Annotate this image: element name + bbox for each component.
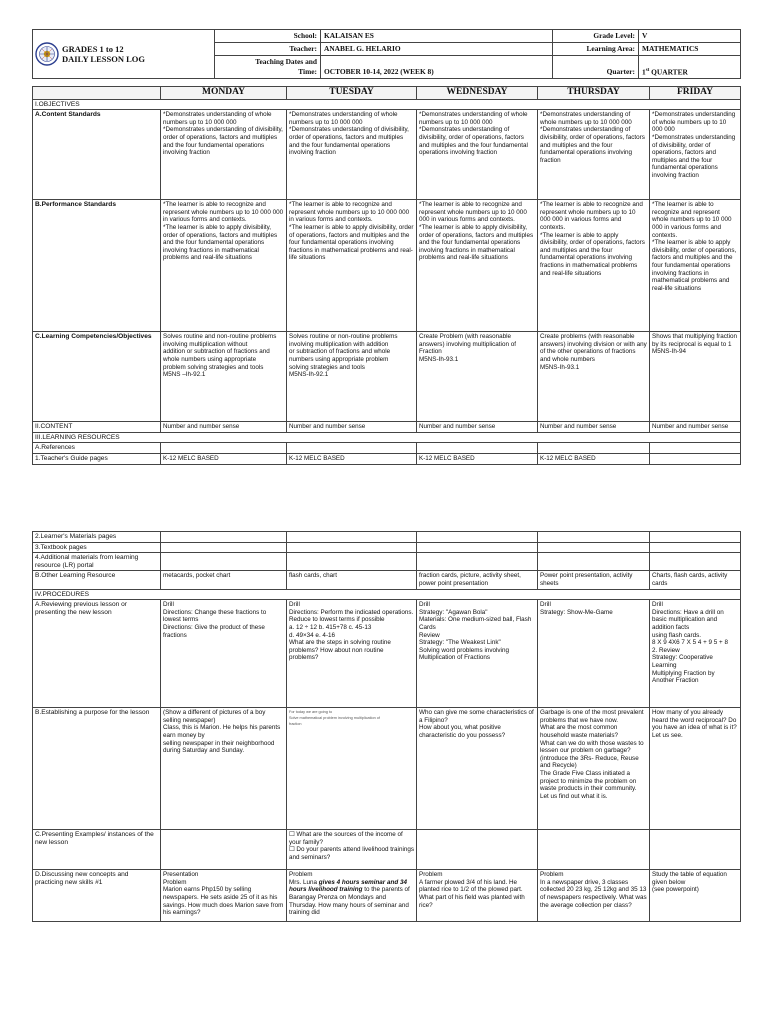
content-standards-tue: *Demonstrates understanding of whole numbers up to 10 000 000 *Demonstrates understanding of divisibility, order of operations, factors and multiples and the four fundamental operations involving fraction	[287, 110, 417, 200]
discussing-tue	[287, 870, 417, 922]
discussing-tue-a: Problem Mrs. Luna	[289, 871, 317, 886]
lesson-log-table-1	[32, 86, 741, 465]
teachers-guide-fri	[650, 453, 741, 464]
empty-cell	[161, 542, 287, 553]
discussing-mon: Presentation Problem Marion earns Php150 by selling newspapers. He sets aside 25 of it as his savings. How much does Marion save from his earnings?	[161, 870, 287, 922]
review-label: A.Reviewing previous lesson or presenting the new lesson	[33, 600, 161, 708]
references-row	[33, 443, 741, 454]
other-resource-mon: metacards, pocket chart	[161, 571, 287, 589]
textbook-label: 3.Textbook pages	[33, 542, 161, 553]
discussing-thu: Problem In a newspaper drive, 3 classes collected 20 23 kg, 25 12kg and 35 13 of newspapers respectively. What was the average collection per class?	[538, 870, 650, 922]
content-standards-label: A.Content Standards	[33, 110, 161, 200]
empty-cell	[161, 830, 287, 870]
examples-row	[33, 830, 741, 870]
grade-label: Grade Level:	[553, 30, 639, 43]
area-label: Learning Area:	[553, 43, 639, 56]
empty-cell	[417, 532, 538, 543]
dates-value: OCTOBER 10-14, 2022 (WEEK 8)	[321, 56, 553, 79]
competencies-thu: Create problems (with reasonable answers) involving division or with any of the other operations of fractions and whole numbers M5NS-Ih-93.1	[538, 332, 650, 422]
review-tue: Drill Directions: Perform the indicated operations. Reduce to lowest terms if possible a. 12 ÷ 12 b. 415+78 c. 45-13 d. 49×34 e. 4-16 What are the steps in solving routine problems? How about non routine problems?	[287, 600, 417, 708]
performance-standards-thu: *The learner is able to recognize and represent whole numbers up to 10 000 000 in various forms and contexts. *The learner is able to apply divisibility, order of operations, factors and multiples and the four fundamental operations involving fractions in mathematical problems and real-life situations	[538, 200, 650, 332]
content-label: II.CONTENT	[33, 422, 161, 433]
empty-cell	[417, 542, 538, 553]
purpose-tue-line-3: fraction	[289, 722, 302, 727]
resources-row	[33, 432, 741, 443]
discussing-wed: Problem A farmer plowed 3/4 of his land. He planted rice to 1/2 of the plowed part. What part of his field was planted with rice?	[417, 870, 538, 922]
discussing-fri: Study the table of equation given below (see powerpoint)	[650, 870, 741, 922]
quarter-text: QUARTER	[649, 67, 688, 76]
content-row	[33, 422, 741, 433]
empty-cell	[287, 553, 417, 571]
teachers-guide-wed: K-12 MELC BASED	[417, 453, 538, 464]
empty-cell	[650, 532, 741, 543]
competencies-row	[33, 332, 741, 422]
additional-materials-label: 4.Additional materials from learning resource (LR) portal	[33, 553, 161, 571]
quarter-label: Quarter:	[553, 56, 639, 79]
empty-cell	[538, 542, 650, 553]
additional-materials-row	[33, 553, 741, 571]
competencies-wed: Create Problem (with reasonable answers) involving multiplication of Fraction M5NS-Ih-93.1	[417, 332, 538, 422]
content-wed: Number and number sense	[417, 422, 538, 433]
other-resource-tue: flash cards, chart	[287, 571, 417, 589]
discussing-tue-b: gives 4 hours seminar and 34 hours livelihood training	[289, 878, 407, 894]
discussing-tue-c: to the parents of Barangay Prenza on Mondays and Thursday. How many hours of seminar and training did	[289, 886, 410, 917]
textbook-row	[33, 542, 741, 553]
purpose-tue-line-1: For today we are going to	[289, 710, 333, 715]
empty-cell	[417, 830, 538, 870]
purpose-wed: Who can give me some characteristics of a Filipino? How about you, what positive characteristic do you possess?	[417, 708, 538, 830]
school-value: KALAISAN ES	[321, 30, 553, 43]
purpose-thu: Garbage is one of the most prevalent problems that we have now. What are the most common household waste materials? What can we do with those wastes to lessen our problem on garbage? (introduce the 3Rs- Reduce, Reuse and Recycle) The Grade Five Class initiated a project to minimize the problem on waste products in their community. Let us find out what it is.	[538, 708, 650, 830]
procedures-row	[33, 589, 741, 600]
teacher-value: ANABEL G. HELARIO	[321, 43, 553, 56]
dates-label-line-2: Time:	[298, 67, 317, 76]
page-two	[32, 531, 740, 922]
content-tue: Number and number sense	[287, 422, 417, 433]
teachers-guide-mon: K-12 MELC BASED	[161, 453, 287, 464]
competencies-tue: Solves routine or non-routine problems involving multiplication with addition or subtraction of fractions and whole numbers using appropriate problem solving strategies and tools M5NS-Ih-92.1	[287, 332, 417, 422]
other-resource-label: B.Other Learning Resource	[33, 571, 161, 589]
content-standards-thu: *Demonstrates understanding of whole numbers up to 10 000 000 *Demonstrates understanding of divisibility, order of operations, factors and multiples and the four fundamental operations involving fraction	[538, 110, 650, 200]
competencies-label: C.Learning Competencies/Objectives	[33, 332, 161, 422]
empty-cell	[161, 532, 287, 543]
page-one	[32, 29, 740, 465]
logo-line-2: DAILY LESSON LOG	[62, 54, 145, 64]
performance-standards-row	[33, 200, 741, 332]
logo-line-1: GRADES 1 to 12	[62, 44, 124, 54]
objectives-row	[33, 99, 741, 110]
review-fri: Drill Directions: Have a drill on basic multiplication and addition facts using flash cards. 8 X 9 4X6 7 X 5 4 + 9 5 + 8 2. Review Strategy: Cooperative Learning Multiplying Fraction by Another Fraction	[650, 600, 741, 708]
purpose-tue-line-2: Solve mathematical problem involving multiplication of	[289, 716, 380, 721]
day-thursday: THURSDAY	[538, 87, 650, 100]
references-thu	[538, 443, 650, 454]
empty-cell	[538, 532, 650, 543]
empty-cell	[538, 830, 650, 870]
performance-standards-wed: *The learner is able to recognize and represent whole numbers up to 10 000 000 in various forms and contexts. *The learner is able to apply divisibility, order of operations, factors and multiples and the four fundamental operations involving fractions in mathematical problems and real-life situations	[417, 200, 538, 332]
school-label: School:	[215, 30, 321, 43]
references-tue	[287, 443, 417, 454]
content-fri: Number and number sense	[650, 422, 741, 433]
discussing-row	[33, 870, 741, 922]
quarter-suffix: st	[645, 67, 650, 73]
day-monday: MONDAY	[161, 87, 287, 100]
review-row	[33, 600, 741, 708]
day-friday: FRIDAY	[650, 87, 741, 100]
references-label: A.References	[33, 443, 161, 454]
references-wed	[417, 443, 538, 454]
day-wednesday: WEDNESDAY	[417, 87, 538, 100]
competencies-mon: Solves routine and non-routine problems involving multiplication without addition or subtraction of fractions and whole numbers using appropriate problem solving strategies and tools M5NS –Ih-92.1	[161, 332, 287, 422]
empty-cell	[287, 542, 417, 553]
content-standards-mon: *Demonstrates understanding of whole numbers up to 10 000 000 *Demonstrates understanding of divisibility, order of operations, factors and multiples and the four fundamental operations involving fraction	[161, 110, 287, 200]
content-standards-fri: *Demonstrates understanding of whole numbers up to 10 000 000 *Demonstrates understanding of divisibility, order of operations, factors and multiples and the four fundamental operations involving fraction	[650, 110, 741, 200]
review-wed: Drill Strategy: "Agawan Bola" Materials: One medium-sized ball, Flash Cards Review Strategy: "The Weakest Link" Solving word problems involving Multiplication of Fractions	[417, 600, 538, 708]
references-mon	[161, 443, 287, 454]
empty-cell	[417, 553, 538, 571]
day-tuesday: TUESDAY	[287, 87, 417, 100]
competencies-fri: Shows that multiplying fraction by its reciprocal is equal to 1 M5NS-Ih-94	[650, 332, 741, 422]
other-resource-fri: Charts, flash cards, activity cards	[650, 571, 741, 589]
dates-label-line-1: Teaching Dates and	[255, 57, 317, 66]
examples-tue: ☐ What are the sources of the income of your family? ☐ Do your parents attend livelihood trainings and seminars?	[287, 830, 417, 870]
teacher-label: Teacher:	[215, 43, 321, 56]
area-value: MATHEMATICS	[639, 43, 741, 56]
teachers-guide-label: 1.Teacher's Guide pages	[33, 453, 161, 464]
empty-cell	[287, 532, 417, 543]
purpose-tue	[287, 708, 417, 830]
performance-standards-label: B.Performance Standards	[33, 200, 161, 332]
references-fri	[650, 443, 741, 454]
grade-value: V	[639, 30, 741, 43]
examples-label: C.Presenting Examples/ instances of the new lesson	[33, 830, 161, 870]
objectives-heading: I.OBJECTIVES	[33, 99, 741, 110]
purpose-row	[33, 708, 741, 830]
purpose-fri: How many of you already heard the word reciprocal? Do you have an idea of what is it? Let us see.	[650, 708, 741, 830]
empty-cell	[650, 830, 741, 870]
day-header-row	[33, 87, 741, 100]
content-thu: Number and number sense	[538, 422, 650, 433]
learners-materials-label: 2.Learner's Materials pages	[33, 532, 161, 543]
performance-standards-fri: *The learner is able to recognize and represent whole numbers up to 10 000 000 in various forms and contexts. *The learner is able to apply divisibility, order of operations, factors and multiples and the four fundamental operations involving fractions in mathematical problems and real-life situations	[650, 200, 741, 332]
content-mon: Number and number sense	[161, 422, 287, 433]
other-resource-wed: fraction cards, picture, activity sheet, power point presentation	[417, 571, 538, 589]
content-standards-wed: *Demonstrates understanding of whole numbers up to 10 000 000 *Demonstrates understanding of divisibility, order of operations, factors and multiples and the four fundamental operations involving fraction	[417, 110, 538, 200]
quarter-value	[639, 56, 741, 79]
content-standards-row	[33, 110, 741, 200]
dates-label	[215, 56, 321, 79]
review-thu: Drill Strategy: Show-Me-Game	[538, 600, 650, 708]
teachers-guide-thu: K-12 MELC BASED	[538, 453, 650, 464]
performance-standards-mon: *The learner is able to recognize and represent whole numbers up to 10 000 000 in various forms and contexts. *The learner is able to apply divisibility, order of operations, factors and multiples and the four fundamental operations involving fractions in mathematical problems and real-life situations	[161, 200, 287, 332]
deped-seal-icon	[35, 42, 59, 66]
logo-cell	[33, 30, 215, 79]
learners-materials-row	[33, 532, 741, 543]
procedures-heading: IV.PROCEDURES	[33, 589, 741, 600]
purpose-label: B.Establishing a purpose for the lesson	[33, 708, 161, 830]
review-mon: Drill Directions: Change these fractions to lowest terms Directions: Give the product of these fractions	[161, 600, 287, 708]
teachers-guide-row	[33, 453, 741, 464]
quarter-number: 1	[642, 67, 646, 76]
empty-cell	[161, 553, 287, 571]
discussing-label: D.Discussing new concepts and practicing new skills #1	[33, 870, 161, 922]
empty-cell	[650, 553, 741, 571]
other-resource-row	[33, 571, 741, 589]
lesson-log-table-2	[32, 531, 741, 922]
empty-cell	[650, 542, 741, 553]
corner-cell	[33, 87, 161, 100]
performance-standards-tue: *The learner is able to recognize and represent whole numbers up to 10 000 000 in various forms and contexts. *The learner is able to apply divisibility, order of operations, factors and multiples and the four fundamental operations involving fractions in mathematical problems and real-life situations	[287, 200, 417, 332]
empty-cell	[538, 553, 650, 571]
purpose-mon: (Show a different of pictures of a boy selling newspaper) Class, this is Marion. He helps his parents earn money by selling newspaper in their neighborhood during Saturday and Sunday.	[161, 708, 287, 830]
other-resource-thu: Power point presentation, activity sheets	[538, 571, 650, 589]
resources-heading: III.LEARNING RESOURCES	[33, 432, 741, 443]
teachers-guide-tue: K-12 MELC BASED	[287, 453, 417, 464]
header-table	[32, 29, 741, 79]
